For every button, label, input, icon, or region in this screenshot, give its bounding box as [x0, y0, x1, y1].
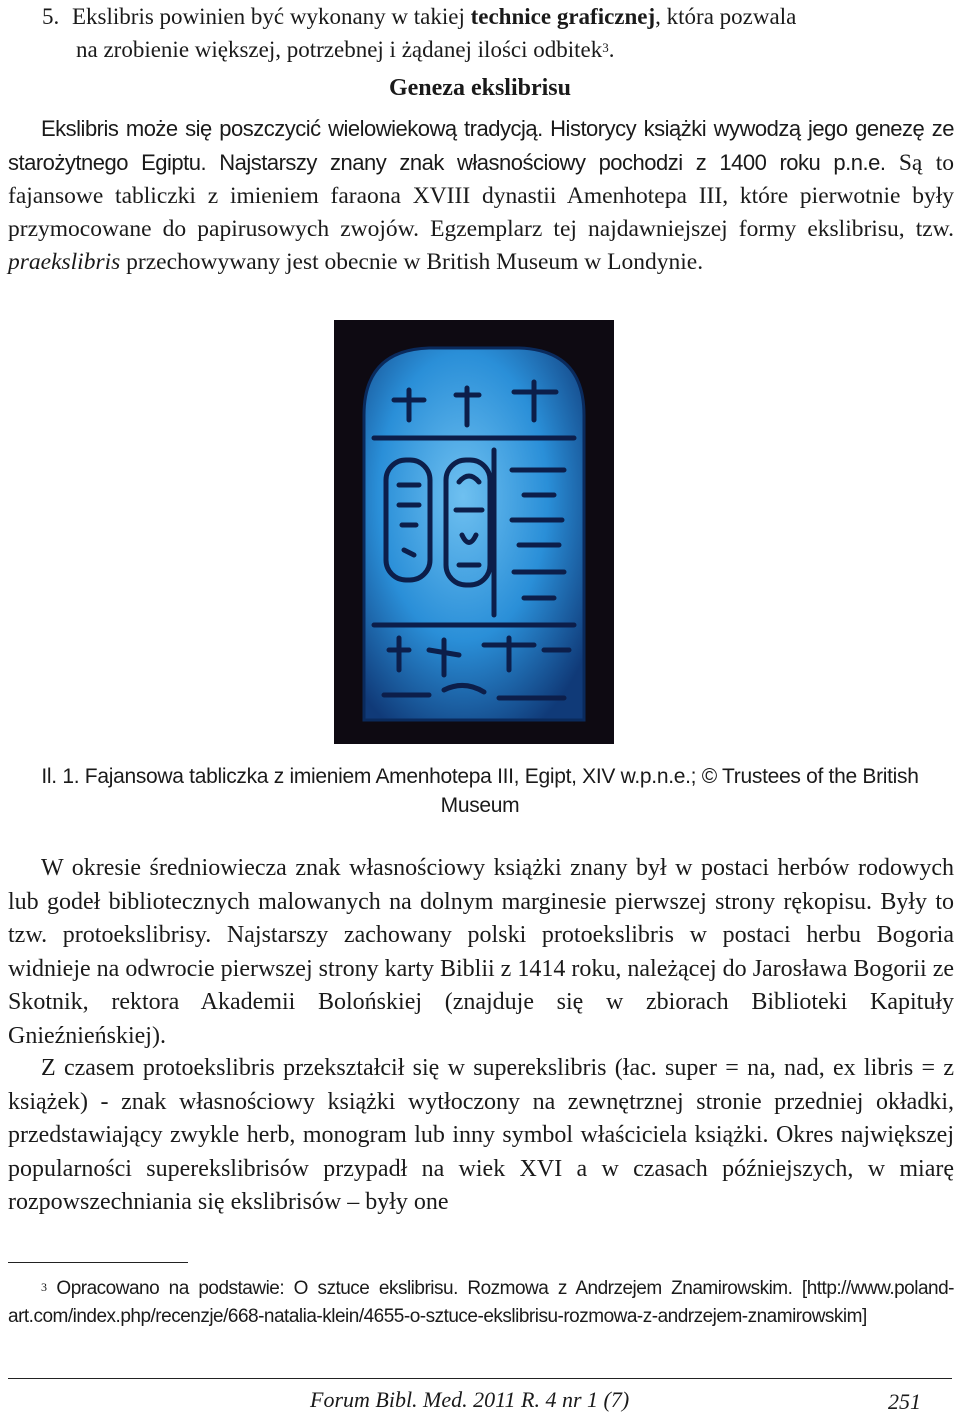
paragraph-end: przechowywany jest obecnie w British Museum w Londynie. [120, 249, 704, 275]
list-line-2: na zrobienie większej, potrzebnej i żądanej ilości odbitek$^3$. [76, 37, 615, 62]
figure-faience-plaque [334, 320, 614, 744]
list-text-bold: technice graficznej [470, 4, 656, 29]
paragraph-body: Są to fajansowe tabliczki z imieniem faraona XVIII dynastii Amenhotepa III, które pierwotnie były przymocowane do papirusowych zwojów. Egzemplarz tej najdawniejszej formy ekslibrisu, tzw. [8, 150, 954, 242]
list-number: 5. [42, 4, 60, 29]
figure-caption: Il. 1. Fajansowa tabliczka z imieniem Amenhotepa III, Egipt, XIV w.p.n.e.; © Trustees of the British Museum [41, 765, 919, 817]
paragraph-genesis [8, 112, 954, 279]
section-heading: Geneza ekslibrisu [388, 75, 571, 101]
paragraph-superekslibris: Z czasem protoekslibris przekształcił się w superekslibris (łac. super = na, nad, ex libris = z książek) - znak własnościowy książki wytłoczony na zewnętrznej stronie przedniej okładki, przedstawiający zwykle herb, monogram lub inny symbol właściciela książki. Okres największej popularności superekslibrisów przypadł na wiek XVI a w czasach późniejszych, w miarę rozpowszechniania się ekslibrisów – były one [8, 1055, 954, 1215]
journal-citation: Forum Bibl. Med. 2011 R. 4 nr 1 (7) [310, 1387, 630, 1412]
list-text-end: , która pozwala [655, 4, 797, 29]
list-item-5 [8, 0, 954, 66]
paragraph-middle-ages: W okresie średniowiecza znak własnościowy książki znany był w postaci herbów rodowych lub godeł bibliotecznych malowanych na dolnym marginesie pierwszej strony rękopisu. Były to tzw. protoekslibrisy. Najstarszy zachowany polski protoekslibris w postaci herbu Bogoria widnieje na odwrocie pierwszej strony karty Biblii z 1414 roku, należącej do Jarosława Bogorii ze Skotnik, rektora Akademii Bolońskiej (znajduje się w zbiorach Biblioteki Kapituły Gnieźnieńskiej). [8, 855, 954, 1049]
footnote-3 [8, 1275, 954, 1331]
footnote-text: Opracowano na podstawie: O sztuce ekslibrisu. Rozmowa z Andrzejem Znamirowskim. [http://www.poland-art.com/index.php/recenzje/668-natalia-klein/4655-o-sztuce-ekslibrisu-rozmowa-z-andrzejem-znamirowskim] [8, 1278, 954, 1327]
footer-divider [8, 1378, 952, 1379]
faience-plaque-image [334, 320, 614, 744]
footnote-number: 3 [41, 1280, 47, 1294]
footnote-ref[interactable]: 3 [602, 40, 609, 55]
term-praekslibris: praekslibris [8, 249, 121, 275]
footnote-divider [8, 1262, 188, 1263]
list-text-start: Ekslibris powinien być wykonany w takiej [72, 4, 471, 29]
page-number: 251 [888, 1389, 921, 1414]
paragraph-lead: Ekslibris może się poszczycić wielowiekową tradycją. Historycy książki wywodzą jego genezę ze starożytnego Egiptu. Najstarszy znany znak własnościowy pochodzi z 1400 roku p.n.e. [8, 116, 954, 175]
